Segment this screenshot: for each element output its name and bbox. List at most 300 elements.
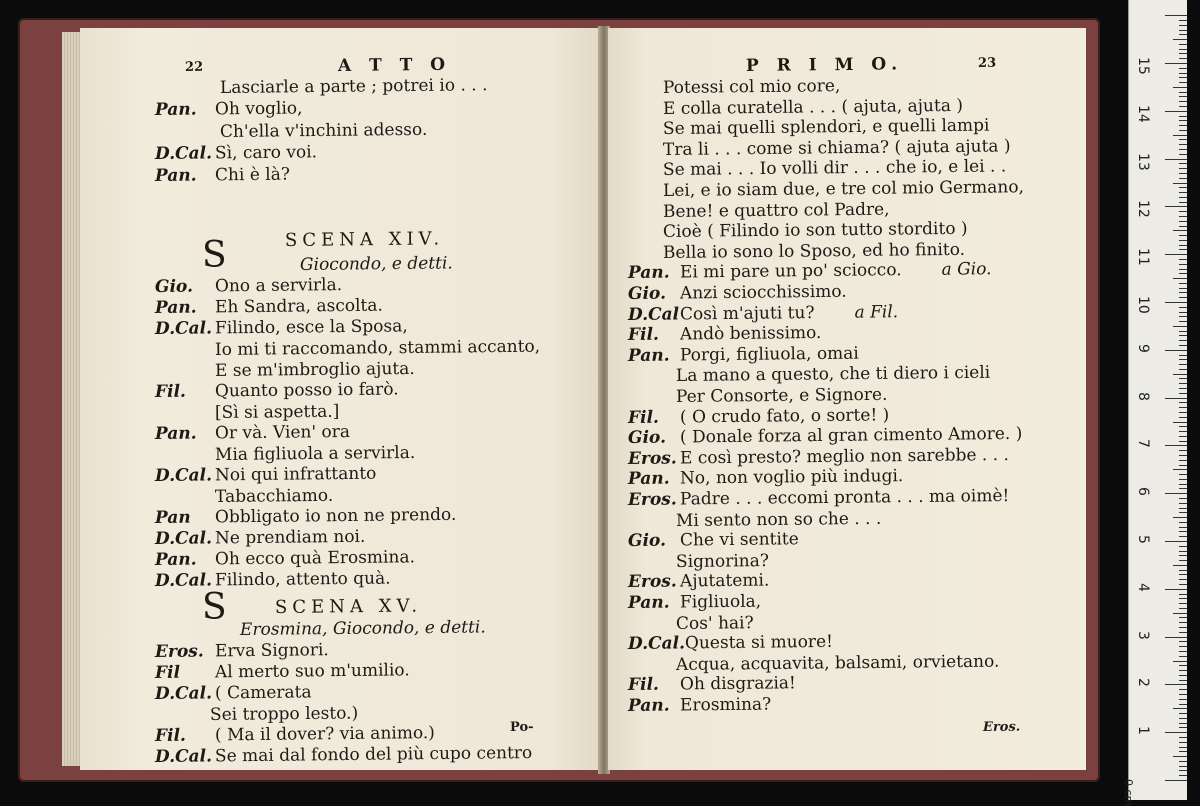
ruler-tick bbox=[1179, 417, 1187, 418]
scene-heading: SCENA XV. bbox=[274, 595, 423, 618]
ruler-tick bbox=[1165, 732, 1187, 733]
dialogue-text: E così presto? meglio non sarebbe . . . bbox=[679, 444, 1010, 469]
ruler-tick bbox=[1179, 187, 1187, 188]
speaker-label: D.Cal. bbox=[154, 746, 213, 767]
left-page-number: 22 bbox=[184, 59, 204, 75]
dialogue-text: Porgi, figliuola, omai bbox=[679, 343, 859, 366]
ruler-tick bbox=[1179, 30, 1187, 31]
dialogue-line bbox=[628, 405, 889, 428]
dialogue-text: Ajutatemi. bbox=[679, 570, 770, 592]
dialogue-line bbox=[155, 275, 342, 297]
ruler-number: 10 bbox=[1135, 296, 1151, 314]
dialogue-text: Padre . . . eccomi pronta . . . ma oimè! bbox=[679, 486, 1010, 510]
ruler-tick bbox=[1173, 565, 1187, 566]
ruler-tick bbox=[1179, 192, 1187, 193]
ruler-tick bbox=[1179, 622, 1187, 623]
dialogue-line bbox=[155, 547, 415, 570]
dialogue-text: Erva Signori. bbox=[214, 640, 329, 662]
drop-cap: S bbox=[202, 235, 227, 276]
speaker-label: Fil. bbox=[627, 675, 660, 696]
dialogue-line: [Sì si aspetta.] bbox=[214, 401, 340, 423]
ruler-tick bbox=[1179, 25, 1187, 26]
ruler-number: 14 bbox=[1135, 104, 1151, 123]
ruler-tick bbox=[1165, 637, 1187, 638]
speaker-label: Eros. bbox=[154, 641, 204, 662]
dialogue-line bbox=[155, 464, 377, 486]
speaker-label: Gio. bbox=[154, 276, 194, 297]
dialogue-line: Potessi col mio core, bbox=[662, 76, 841, 98]
ruler-tick bbox=[1165, 15, 1187, 16]
ruler-tick bbox=[1173, 756, 1187, 757]
ruler-tick bbox=[1179, 680, 1187, 681]
ruler-tick bbox=[1173, 230, 1187, 231]
ruler-tick bbox=[1179, 479, 1187, 480]
ruler-tick bbox=[1179, 139, 1187, 140]
speaker-label: D.Cal. bbox=[154, 143, 213, 164]
ruler-tick bbox=[1179, 316, 1187, 317]
speaker-label: Fil bbox=[154, 662, 181, 683]
dialogue-text: Obbligato io non ne prendo. bbox=[214, 504, 457, 528]
dialogue-line bbox=[155, 527, 366, 549]
dialogue-text: Oh disgrazia! bbox=[679, 673, 796, 695]
speaker-label: D.Cal. bbox=[154, 683, 213, 704]
speaker-label: D.Cal. bbox=[154, 318, 213, 339]
dialogue-line: E se m'imbroglio ajuta. bbox=[214, 358, 415, 381]
ruler-tick bbox=[1165, 159, 1187, 160]
ruler-tick bbox=[1179, 378, 1187, 379]
ruler-tick bbox=[1165, 206, 1187, 207]
ruler-tick bbox=[1179, 465, 1187, 466]
dialogue-text: Chi è là? bbox=[214, 164, 291, 186]
scene-cast: Erosmina, Giocondo, e detti. bbox=[239, 617, 486, 640]
speaker-label: Pan. bbox=[154, 99, 197, 120]
ruler-tick bbox=[1179, 355, 1187, 356]
ruler-tick bbox=[1179, 221, 1187, 222]
ruler-number: 1 bbox=[1135, 726, 1151, 736]
dialogue-line bbox=[155, 743, 532, 767]
ruler-tick bbox=[1179, 335, 1187, 336]
ruler-tick bbox=[1179, 531, 1187, 532]
dialogue-line bbox=[628, 571, 770, 592]
ruler-tick bbox=[1165, 684, 1187, 685]
dialogue-line: Mi sento non so che . . . bbox=[675, 508, 882, 531]
dialogue-line bbox=[155, 682, 312, 704]
ruler-tick bbox=[1179, 751, 1187, 752]
dialogue-line bbox=[155, 142, 317, 164]
ruler-number: 8 bbox=[1135, 391, 1151, 401]
ruler-tick bbox=[1179, 197, 1187, 198]
ruler-tick bbox=[1165, 445, 1187, 446]
speaker-label: D.Cal. bbox=[154, 465, 213, 486]
measurement-ruler bbox=[1122, 0, 1187, 806]
ruler-tick bbox=[1179, 508, 1187, 509]
ruler-tick bbox=[1179, 627, 1187, 628]
ruler-tick bbox=[1179, 359, 1187, 360]
ruler-tick bbox=[1179, 570, 1187, 571]
dialogue-line bbox=[628, 343, 859, 365]
ruler-tick bbox=[1179, 737, 1187, 738]
ruler-tick bbox=[1179, 656, 1187, 657]
ruler-tick bbox=[1179, 340, 1187, 341]
ruler-tick bbox=[1179, 407, 1187, 408]
ruler-tick bbox=[1179, 216, 1187, 217]
ruler-tick bbox=[1179, 168, 1187, 169]
ruler-tick bbox=[1179, 426, 1187, 427]
ruler-tick bbox=[1179, 694, 1187, 695]
ruler-tick bbox=[1179, 312, 1187, 313]
ruler-tick bbox=[1179, 96, 1187, 97]
speaker-label: Pan. bbox=[154, 423, 197, 444]
ruler-tick bbox=[1179, 608, 1187, 609]
dialogue-text: Ei mi pare un po' sciocco. bbox=[679, 260, 902, 283]
ruler-tick bbox=[1179, 498, 1187, 499]
dialogue-text: Così m'ajuti tu? bbox=[679, 302, 815, 325]
ruler-tick bbox=[1173, 422, 1187, 423]
dialogue-line bbox=[628, 445, 1009, 469]
dialogue-text: Or và. Vien' ora bbox=[214, 421, 351, 444]
ruler-tick bbox=[1165, 493, 1187, 494]
ruler-tick bbox=[1165, 541, 1187, 542]
dialogue-line: Acqua, acquavita, balsami, orvietano. bbox=[675, 651, 1000, 675]
dialogue-line: Cos' hai? bbox=[675, 612, 754, 634]
ruler-tick bbox=[1179, 163, 1187, 164]
dialogue-line bbox=[155, 98, 303, 120]
dialogue-line bbox=[155, 422, 350, 444]
ruler-unit-label: 0 cm bbox=[1122, 779, 1135, 806]
ruler-number: 6 bbox=[1135, 487, 1151, 497]
speaker-label: Pan. bbox=[154, 297, 197, 318]
dialogue-text: Filindo, esce la Sposa, bbox=[214, 316, 408, 339]
ruler-tick bbox=[1179, 178, 1187, 179]
dialogue-text: Eh Sandra, ascolta. bbox=[214, 295, 383, 318]
dialogue-line: Ch'ella v'inchini adesso. bbox=[219, 119, 428, 142]
dialogue-line bbox=[628, 467, 904, 490]
ruler-tick bbox=[1179, 249, 1187, 250]
ruler-tick bbox=[1179, 723, 1187, 724]
dialogue-line: Lei, e io siam due, e tre col mio Germano, bbox=[662, 177, 1025, 201]
ruler-number: 13 bbox=[1135, 152, 1151, 171]
scene-cast: Giocondo, e detti. bbox=[299, 253, 453, 275]
dialogue-line: Se mai quelli splendori, e quelli lampi bbox=[662, 115, 990, 140]
ruler-tick bbox=[1165, 254, 1187, 255]
ruler-tick bbox=[1179, 704, 1187, 705]
dialogue-line bbox=[628, 260, 992, 284]
dialogue-text: Oh voglio, bbox=[214, 98, 303, 120]
ruler-tick bbox=[1179, 273, 1187, 274]
ruler-tick bbox=[1179, 727, 1187, 728]
ruler-tick bbox=[1179, 594, 1187, 595]
speaker-label: Fil. bbox=[154, 725, 187, 746]
ruler-tick bbox=[1179, 651, 1187, 652]
ruler-tick bbox=[1179, 149, 1187, 150]
ruler-tick bbox=[1179, 364, 1187, 365]
ruler-tick bbox=[1179, 44, 1187, 45]
dialogue-line bbox=[628, 282, 847, 304]
speaker-label: Pan. bbox=[627, 592, 670, 613]
ruler-tick bbox=[1179, 412, 1187, 413]
dialogue-text: Noi qui infrattanto bbox=[214, 463, 377, 486]
ruler-tick bbox=[1179, 92, 1187, 93]
dialogue-text: Oh ecco quà Erosmina. bbox=[214, 547, 416, 570]
dialogue-text: Al merto suo m'umilio. bbox=[214, 660, 410, 683]
dialogue-line bbox=[628, 302, 898, 325]
speaker-label: Eros. bbox=[627, 489, 677, 510]
ruler-tick bbox=[1179, 766, 1187, 767]
ruler-tick bbox=[1179, 474, 1187, 475]
dialogue-line bbox=[155, 296, 383, 318]
ruler-number: 5 bbox=[1135, 535, 1151, 544]
ruler-tick bbox=[1179, 240, 1187, 241]
catchword: Eros. bbox=[982, 719, 1021, 735]
speaker-label: Gio. bbox=[627, 283, 667, 304]
ruler-tick bbox=[1179, 58, 1187, 59]
dialogue-text: Sì, caro voi. bbox=[214, 142, 318, 164]
ruler-tick bbox=[1179, 770, 1187, 771]
dialogue-text: Ne prendiam noi. bbox=[214, 526, 366, 549]
ruler-number: 2 bbox=[1135, 678, 1151, 688]
dialogue-line: Bene! e quattro col Padre, bbox=[662, 199, 890, 222]
ruler-tick bbox=[1179, 718, 1187, 719]
ruler-tick bbox=[1165, 398, 1187, 399]
ruler-tick bbox=[1173, 326, 1187, 327]
ruler-tick bbox=[1179, 598, 1187, 599]
dialogue-line bbox=[155, 723, 435, 746]
ruler-tick bbox=[1165, 111, 1187, 112]
dialogue-line bbox=[155, 165, 290, 186]
ruler-tick bbox=[1179, 49, 1187, 50]
ruler-tick bbox=[1179, 269, 1187, 270]
dialogue-line bbox=[628, 486, 1010, 510]
ruler-tick bbox=[1179, 173, 1187, 174]
ruler-tick bbox=[1179, 555, 1187, 556]
speaker-label: D.Cal. bbox=[627, 633, 686, 655]
dialogue-line bbox=[628, 323, 822, 345]
ruler-tick bbox=[1179, 259, 1187, 260]
speaker-label: Pan. bbox=[627, 262, 670, 284]
ruler-tick bbox=[1165, 780, 1187, 781]
ruler-tick bbox=[1179, 73, 1187, 74]
speaker-label: Gio. bbox=[627, 427, 667, 449]
ruler-tick bbox=[1179, 288, 1187, 289]
ruler-tick bbox=[1179, 20, 1187, 21]
ruler-tick bbox=[1165, 302, 1187, 303]
ruler-tick bbox=[1179, 632, 1187, 633]
ruler-tick bbox=[1179, 130, 1187, 131]
dialogue-line: Tra li . . . come si chiama? ( ajuta ajuta ) bbox=[662, 136, 1011, 160]
ruler-tick bbox=[1179, 393, 1187, 394]
ruler-tick bbox=[1173, 469, 1187, 470]
ruler-tick bbox=[1165, 63, 1187, 64]
ruler-tick bbox=[1179, 579, 1187, 580]
ruler-tick bbox=[1179, 775, 1187, 776]
speaker-label: Pan. bbox=[627, 468, 670, 490]
speaker-label: Pan. bbox=[154, 549, 197, 570]
stage-direction: a Gio. bbox=[941, 259, 992, 281]
ruler-tick bbox=[1179, 369, 1187, 370]
ruler-tick bbox=[1173, 661, 1187, 662]
dialogue-line: Tabacchiamo. bbox=[214, 485, 334, 507]
speaker-label: Pan. bbox=[627, 695, 670, 716]
ruler-tick bbox=[1173, 39, 1187, 40]
left-page bbox=[80, 28, 600, 770]
ruler-tick bbox=[1179, 742, 1187, 743]
speaker-label: Pan bbox=[154, 507, 191, 528]
ruler-tick bbox=[1179, 307, 1187, 308]
ruler-tick bbox=[1173, 708, 1187, 709]
ruler-tick bbox=[1179, 761, 1187, 762]
ruler-number: 3 bbox=[1135, 630, 1151, 640]
ruler-tick bbox=[1179, 120, 1187, 121]
ruler-tick bbox=[1179, 331, 1187, 332]
ruler-tick bbox=[1179, 646, 1187, 647]
speaker-label: D.Cal. bbox=[154, 528, 213, 549]
ruler-tick bbox=[1179, 675, 1187, 676]
ruler-tick bbox=[1179, 455, 1187, 456]
dialogue-line bbox=[155, 316, 408, 339]
right-page bbox=[608, 28, 1086, 770]
dialogue-line bbox=[155, 640, 329, 662]
ruler-tick bbox=[1179, 450, 1187, 451]
dialogue-text: Se mai dal fondo del più cupo centro bbox=[214, 743, 533, 767]
dialogue-text: No, non voglio più indugi. bbox=[679, 466, 904, 489]
dialogue-line bbox=[628, 632, 833, 654]
scene-heading: SCENA XIV. bbox=[284, 228, 445, 251]
dialogue-text: ( Donale forza al gran cimento Amore. ) bbox=[679, 424, 1023, 448]
ruler-number: 11 bbox=[1135, 248, 1151, 267]
dialogue-line bbox=[155, 660, 410, 683]
right-running-head: P R I M O. bbox=[745, 54, 904, 76]
ruler-tick bbox=[1179, 488, 1187, 489]
ruler-tick bbox=[1179, 713, 1187, 714]
ruler-tick bbox=[1179, 101, 1187, 102]
ruler-tick bbox=[1179, 388, 1187, 389]
dialogue-line bbox=[155, 505, 457, 528]
ruler-tick bbox=[1179, 689, 1187, 690]
ruler-tick bbox=[1173, 374, 1187, 375]
ruler-tick bbox=[1179, 503, 1187, 504]
ruler-tick bbox=[1179, 431, 1187, 432]
ruler-tick bbox=[1179, 245, 1187, 246]
speaker-label: Pan. bbox=[154, 165, 197, 186]
right-page-number: 23 bbox=[977, 55, 997, 71]
ruler-tick bbox=[1179, 235, 1187, 236]
dialogue-line bbox=[155, 379, 399, 402]
dialogue-text: ( O crudo fato, o sorte! ) bbox=[679, 404, 890, 428]
ruler-tick bbox=[1179, 345, 1187, 346]
ruler-tick bbox=[1179, 292, 1187, 293]
ruler-tick bbox=[1179, 641, 1187, 642]
ruler-tick bbox=[1179, 527, 1187, 528]
ruler-tick bbox=[1179, 512, 1187, 513]
ruler-tick bbox=[1179, 441, 1187, 442]
dialogue-line: Sei troppo lesto.) bbox=[209, 703, 359, 725]
ruler-tick bbox=[1179, 202, 1187, 203]
stage-direction: a Fil. bbox=[854, 301, 899, 323]
ruler-tick bbox=[1179, 665, 1187, 666]
speaker-label: Fil. bbox=[627, 407, 660, 428]
ruler-tick bbox=[1173, 135, 1187, 136]
left-running-head: A T T O bbox=[337, 54, 452, 76]
ruler-tick bbox=[1179, 77, 1187, 78]
dialogue-text: Anzi sciocchissimo. bbox=[679, 281, 847, 304]
ruler-tick bbox=[1179, 670, 1187, 671]
ruler-tick bbox=[1179, 125, 1187, 126]
dialogue-line: E colla curatella . . . ( ajuta, ajuta ) bbox=[662, 95, 964, 119]
ruler-tick bbox=[1179, 144, 1187, 145]
dialogue-line: Se mai . . . Io volli dir . . . che io, e lei . . bbox=[662, 156, 1007, 181]
ruler-tick bbox=[1179, 402, 1187, 403]
ruler-tick bbox=[1179, 154, 1187, 155]
ruler-number: 7 bbox=[1135, 439, 1151, 449]
dialogue-text: ( Ma il dover? via animo.) bbox=[214, 723, 435, 746]
ruler-tick bbox=[1179, 460, 1187, 461]
ruler-tick bbox=[1179, 436, 1187, 437]
catchword: Po- bbox=[509, 719, 534, 735]
dialogue-text: Andò benissimo. bbox=[679, 323, 822, 345]
dialogue-text: Erosmina? bbox=[679, 694, 772, 716]
dialogue-line bbox=[155, 569, 391, 591]
ruler-tick bbox=[1179, 699, 1187, 700]
speaker-label: D.Cal. bbox=[154, 570, 213, 591]
ruler-tick bbox=[1179, 211, 1187, 212]
speaker-label: Pan. bbox=[627, 345, 670, 366]
dialogue-text: Quanto posso io farò. bbox=[214, 379, 399, 402]
dialogue-line bbox=[628, 695, 771, 716]
ruler-tick bbox=[1165, 350, 1187, 351]
ruler-tick bbox=[1179, 297, 1187, 298]
dialogue-text: Filindo, attento quà. bbox=[214, 568, 391, 591]
ruler-number: 12 bbox=[1135, 200, 1151, 219]
ruler-tick bbox=[1179, 536, 1187, 537]
dialogue-line: La mano a questo, che ti diero i cieli bbox=[675, 363, 991, 387]
ruler-tick bbox=[1179, 226, 1187, 227]
speaker-label: Gio. bbox=[627, 530, 667, 552]
ruler-tick bbox=[1179, 68, 1187, 69]
ruler-tick bbox=[1179, 584, 1187, 585]
ruler-number: 9 bbox=[1135, 343, 1151, 353]
speaker-label: Eros. bbox=[627, 448, 677, 469]
speaker-label: Eros. bbox=[627, 571, 677, 593]
ruler-tick bbox=[1179, 574, 1187, 575]
ruler-tick bbox=[1173, 517, 1187, 518]
ruler-tick bbox=[1179, 34, 1187, 35]
ruler-tick bbox=[1173, 278, 1187, 279]
ruler-tick bbox=[1179, 283, 1187, 284]
ruler-tick bbox=[1165, 589, 1187, 590]
speaker-label: Fil. bbox=[154, 381, 187, 402]
dialogue-line: Per Consorte, e Signore. bbox=[675, 384, 888, 407]
ruler-tick bbox=[1179, 603, 1187, 604]
ruler-tick bbox=[1179, 116, 1187, 117]
dialogue-line bbox=[628, 592, 761, 613]
dialogue-line: Mia figliuola a servirla. bbox=[214, 442, 416, 465]
book-binding bbox=[18, 18, 1100, 782]
ruler-tick bbox=[1173, 87, 1187, 88]
ruler-tick bbox=[1179, 560, 1187, 561]
ruler-tick bbox=[1179, 321, 1187, 322]
ruler-tick bbox=[1173, 613, 1187, 614]
ruler-tick bbox=[1179, 546, 1187, 547]
ruler-tick bbox=[1179, 383, 1187, 384]
ruler-tick bbox=[1173, 183, 1187, 184]
drop-cap: S bbox=[202, 587, 227, 628]
dialogue-text: Questa si muore! bbox=[684, 632, 834, 654]
dialogue-text: ( Camerata bbox=[214, 682, 312, 704]
ruler-number: 4 bbox=[1135, 582, 1151, 592]
dialogue-text: Che vi sentite bbox=[679, 529, 799, 551]
ruler-tick bbox=[1179, 264, 1187, 265]
ruler-tick bbox=[1179, 617, 1187, 618]
